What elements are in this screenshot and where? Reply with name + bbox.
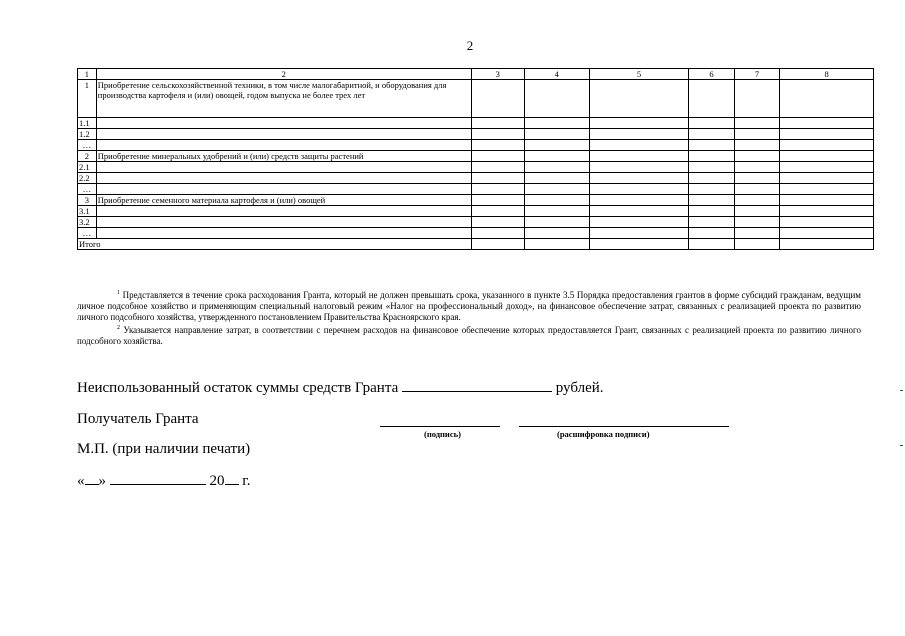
total-value-cell[interactable] bbox=[471, 239, 524, 250]
table-section-row bbox=[78, 80, 874, 118]
total-value-cell[interactable] bbox=[524, 239, 589, 250]
total-value-cell[interactable] bbox=[589, 239, 688, 250]
value-cell[interactable] bbox=[471, 140, 524, 151]
value-cell[interactable] bbox=[589, 195, 688, 206]
table-header-cell: 7 bbox=[734, 69, 780, 80]
total-value-cell[interactable] bbox=[780, 239, 874, 250]
value-cell[interactable] bbox=[471, 162, 524, 173]
value-cell[interactable] bbox=[780, 195, 874, 206]
value-cell[interactable] bbox=[471, 80, 524, 118]
value-cell[interactable] bbox=[589, 151, 688, 162]
row-description: Приобретение семенного материала картофеля и (или) овощей bbox=[96, 195, 471, 206]
value-cell[interactable] bbox=[471, 129, 524, 140]
row-number: … bbox=[78, 184, 97, 195]
value-cell[interactable] bbox=[780, 173, 874, 184]
value-cell[interactable] bbox=[524, 80, 589, 118]
signature-decode-blank[interactable] bbox=[519, 426, 729, 427]
grant-expense-table bbox=[77, 68, 874, 250]
footnote-1-text: Представляется в течение срока расходования Гранта, который не должен превышать срока, указанного в пункте 3.5 Порядка предоставления грантов в форме субсидий гражданам, ведущим личное подсобное хозяйство и применяющим специальный налоговый режим «Налог на профессиональный доход», на финансовое обеспечение затрат, связанных с реализацией проекта по развитию личного подсобного хозяйства, утвержденного постановлением Правительства Красноярского края. bbox=[77, 290, 861, 322]
table-header-cell: 4 bbox=[524, 69, 589, 80]
value-cell[interactable] bbox=[524, 206, 589, 217]
row-number: … bbox=[78, 140, 97, 151]
value-cell[interactable] bbox=[524, 184, 589, 195]
value-cell[interactable] bbox=[689, 118, 735, 129]
value-cell[interactable] bbox=[734, 162, 780, 173]
remainder-unit: рублей. bbox=[555, 380, 604, 396]
value-cell[interactable] bbox=[689, 184, 735, 195]
total-label: Итого bbox=[78, 239, 472, 250]
value-cell[interactable] bbox=[524, 129, 589, 140]
value-cell[interactable] bbox=[734, 228, 780, 239]
value-cell[interactable] bbox=[589, 206, 688, 217]
value-cell[interactable] bbox=[471, 184, 524, 195]
table-row bbox=[78, 129, 874, 140]
value-cell[interactable] bbox=[524, 173, 589, 184]
table-header-cell: 8 bbox=[780, 69, 874, 80]
value-cell[interactable] bbox=[524, 217, 589, 228]
table-header-cell: 6 bbox=[689, 69, 735, 80]
value-cell[interactable] bbox=[689, 80, 735, 118]
value-cell[interactable] bbox=[734, 140, 780, 151]
value-cell[interactable] bbox=[780, 217, 874, 228]
value-cell[interactable] bbox=[524, 162, 589, 173]
row-description bbox=[96, 206, 471, 217]
table-row bbox=[78, 228, 874, 239]
row-description bbox=[96, 228, 471, 239]
value-cell[interactable] bbox=[734, 129, 780, 140]
value-cell[interactable] bbox=[689, 195, 735, 206]
row-description bbox=[96, 162, 471, 173]
table-row bbox=[78, 118, 874, 129]
value-cell[interactable] bbox=[471, 195, 524, 206]
date-year-prefix: 20 bbox=[209, 473, 225, 489]
row-number: … bbox=[78, 228, 97, 239]
value-cell[interactable] bbox=[689, 140, 735, 151]
row-description: Приобретение сельскохозяйственной техники, в том числе малогабаритной, и оборудования для производства картофеля и (или) овощей, годом выпуска не более трех лет bbox=[96, 80, 471, 118]
row-number: 3.2 bbox=[78, 217, 97, 228]
value-cell[interactable] bbox=[734, 80, 780, 118]
value-cell[interactable] bbox=[734, 118, 780, 129]
footnote-2 bbox=[77, 323, 861, 347]
row-description bbox=[96, 184, 471, 195]
row-number: 1 bbox=[78, 80, 97, 118]
value-cell[interactable] bbox=[780, 80, 874, 118]
remainder-line bbox=[77, 377, 604, 397]
date-open-quote: « bbox=[77, 473, 85, 489]
footnote-2-mark: 2 bbox=[117, 325, 120, 331]
value-cell[interactable] bbox=[689, 217, 735, 228]
table-header-cell: 3 bbox=[471, 69, 524, 80]
total-value-cell[interactable] bbox=[689, 239, 735, 250]
footnote-1-mark: 1 bbox=[117, 290, 120, 296]
table-row bbox=[78, 162, 874, 173]
date-suffix: г. bbox=[242, 473, 251, 489]
table-row bbox=[78, 173, 874, 184]
row-description: Приобретение минеральных удобрений и (или) средств защиты растений bbox=[96, 151, 471, 162]
edge-mark bbox=[900, 445, 903, 446]
value-cell[interactable] bbox=[589, 118, 688, 129]
value-cell[interactable] bbox=[471, 228, 524, 239]
row-description bbox=[96, 118, 471, 129]
value-cell[interactable] bbox=[780, 206, 874, 217]
table-header-cell: 1 bbox=[78, 69, 97, 80]
row-description bbox=[96, 217, 471, 228]
row-number: 2.2 bbox=[78, 173, 97, 184]
value-cell[interactable] bbox=[689, 151, 735, 162]
value-cell[interactable] bbox=[524, 140, 589, 151]
row-number: 1.2 bbox=[78, 129, 97, 140]
value-cell[interactable] bbox=[524, 195, 589, 206]
value-cell[interactable] bbox=[689, 228, 735, 239]
value-cell[interactable] bbox=[734, 195, 780, 206]
value-cell[interactable] bbox=[524, 228, 589, 239]
date-year-blank[interactable] bbox=[225, 470, 239, 485]
value-cell[interactable] bbox=[734, 184, 780, 195]
value-cell[interactable] bbox=[689, 206, 735, 217]
table-header-cell: 2 bbox=[96, 69, 471, 80]
value-cell[interactable] bbox=[471, 151, 524, 162]
footnotes bbox=[77, 288, 861, 347]
page-number: 2 bbox=[466, 38, 474, 53]
value-cell[interactable] bbox=[780, 184, 874, 195]
value-cell[interactable] bbox=[689, 173, 735, 184]
table-total-row bbox=[78, 239, 874, 250]
date-line bbox=[77, 470, 250, 490]
date-day-blank[interactable] bbox=[85, 470, 99, 485]
row-number: 1.1 bbox=[78, 118, 97, 129]
value-cell[interactable] bbox=[734, 217, 780, 228]
signature-caption: (подпись) bbox=[424, 429, 461, 439]
remainder-label: Неиспользованный остаток суммы средств Гранта bbox=[77, 380, 399, 396]
row-number: 2.1 bbox=[78, 162, 97, 173]
stamp-label: М.П. (при наличии печати) bbox=[77, 441, 251, 457]
value-cell[interactable] bbox=[780, 140, 874, 151]
value-cell[interactable] bbox=[780, 162, 874, 173]
value-cell[interactable] bbox=[589, 162, 688, 173]
table-row bbox=[78, 140, 874, 151]
table-row bbox=[78, 217, 874, 228]
footnote-1 bbox=[77, 288, 861, 323]
value-cell[interactable] bbox=[471, 173, 524, 184]
row-description bbox=[96, 129, 471, 140]
row-number: 2 bbox=[78, 151, 97, 162]
table-section-row bbox=[78, 195, 874, 206]
value-cell[interactable] bbox=[589, 173, 688, 184]
value-cell[interactable] bbox=[734, 151, 780, 162]
table-row bbox=[78, 184, 874, 195]
remainder-amount-blank[interactable] bbox=[402, 377, 552, 392]
date-close-quote: » bbox=[98, 473, 106, 489]
value-cell[interactable] bbox=[589, 228, 688, 239]
footnote-2-text: Указывается направление затрат, в соответствии с перечнем расходов на финансовое обеспечение которых предоставляется Грант, связанных с реализацией проекта по развитию личного подсобного хозяйства. bbox=[77, 325, 861, 346]
value-cell[interactable] bbox=[689, 162, 735, 173]
date-month-blank[interactable] bbox=[110, 470, 206, 485]
value-cell[interactable] bbox=[780, 129, 874, 140]
table-header-cell: 5 bbox=[589, 69, 688, 80]
value-cell[interactable] bbox=[589, 140, 688, 151]
signature-decode-caption: (расшифровка подписи) bbox=[557, 429, 650, 439]
value-cell[interactable] bbox=[524, 118, 589, 129]
total-value-cell[interactable] bbox=[734, 239, 780, 250]
edge-mark bbox=[900, 390, 903, 391]
value-cell[interactable] bbox=[471, 206, 524, 217]
value-cell[interactable] bbox=[780, 118, 874, 129]
value-cell[interactable] bbox=[589, 129, 688, 140]
row-number: 3.1 bbox=[78, 206, 97, 217]
value-cell[interactable] bbox=[589, 184, 688, 195]
value-cell[interactable] bbox=[689, 129, 735, 140]
value-cell[interactable] bbox=[589, 217, 688, 228]
row-description bbox=[96, 173, 471, 184]
value-cell[interactable] bbox=[780, 228, 874, 239]
value-cell[interactable] bbox=[524, 151, 589, 162]
table-section-row bbox=[78, 151, 874, 162]
recipient-label: Получатель Гранта bbox=[77, 411, 199, 427]
row-number: 3 bbox=[78, 195, 97, 206]
value-cell[interactable] bbox=[471, 217, 524, 228]
value-cell[interactable] bbox=[734, 173, 780, 184]
value-cell[interactable] bbox=[471, 118, 524, 129]
row-description bbox=[96, 140, 471, 151]
value-cell[interactable] bbox=[734, 206, 780, 217]
signature-blank[interactable] bbox=[380, 426, 500, 427]
value-cell[interactable] bbox=[780, 151, 874, 162]
table-row bbox=[78, 206, 874, 217]
table-header-row bbox=[78, 69, 874, 80]
value-cell[interactable] bbox=[589, 80, 688, 118]
